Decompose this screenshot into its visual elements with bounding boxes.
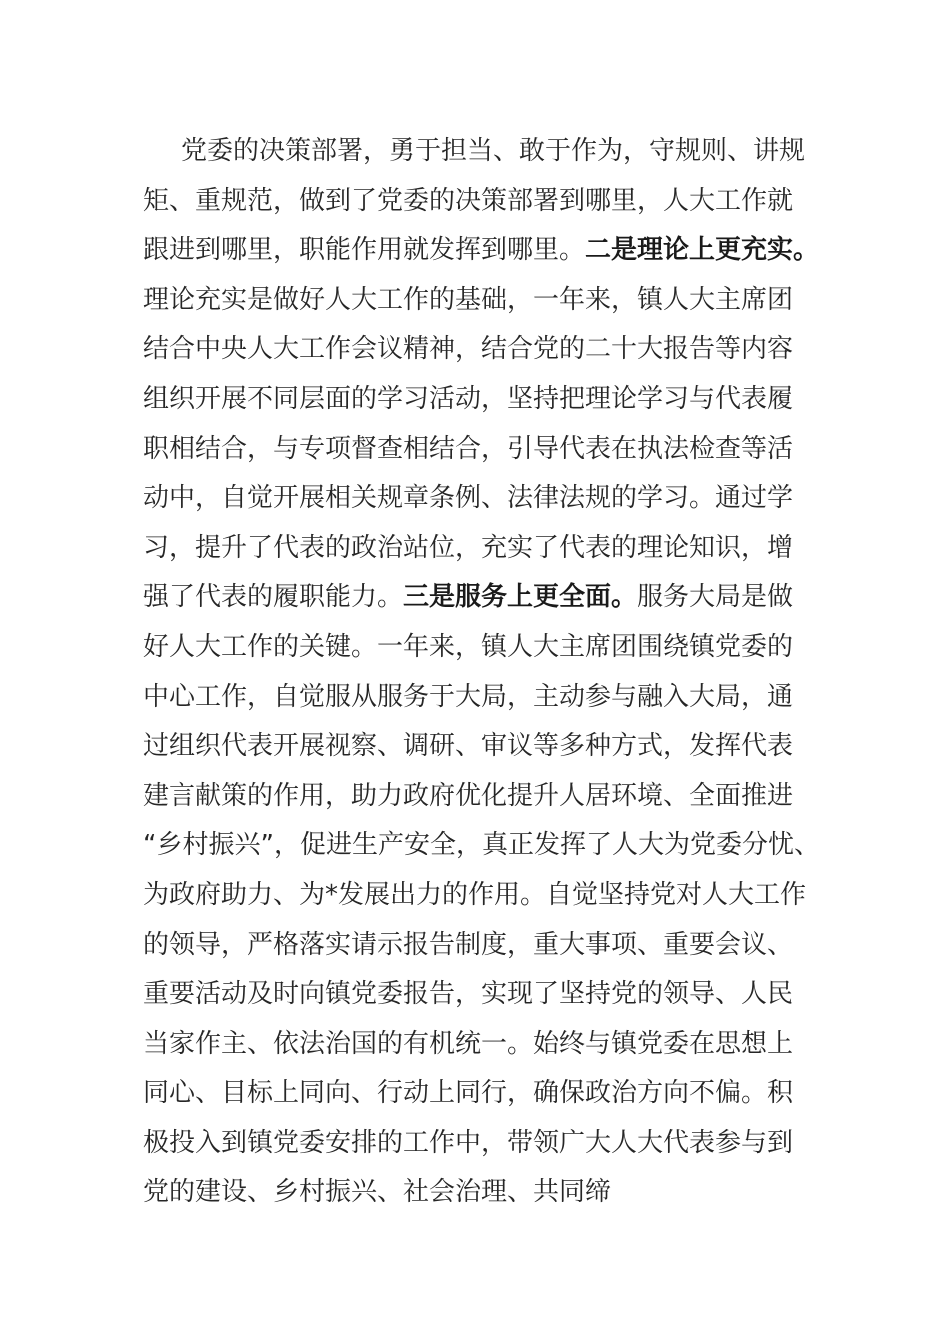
- text-run: 矩、重规范，做到了党委的决策部署到哪里，人大工作就: [143, 185, 794, 216]
- text-line-12: [143, 673, 823, 723]
- text-line-7: [143, 425, 823, 475]
- text-line-14: [143, 772, 823, 822]
- text-run: 党委的决策部署，勇于担当、敢于作为，守规则、讲规: [181, 136, 806, 166]
- text-run: 当家作主、依法治国的有机统一。始终与镇党委在思想上: [143, 1028, 794, 1059]
- text-run: 为政府助力、为*发展出力的作用。自觉坚持党对人大工作: [143, 879, 807, 910]
- text-run: 建言献策的作用，助力政府优化提升人居环境、全面推进: [143, 780, 794, 811]
- text-line-3: [143, 226, 823, 276]
- body-paragraph: [143, 127, 823, 1218]
- text-run: 跟进到哪里，职能作用就发挥到哪里。: [143, 235, 586, 266]
- text-run: 极投入到镇党委安排的工作中，带领广大人大代表参与到: [143, 1127, 794, 1158]
- text-line-1: [143, 127, 823, 177]
- text-line-18: [143, 970, 823, 1020]
- text-line-16: [143, 871, 823, 921]
- text-run: 的领导，严格落实请示报告制度，重大事项、重要会议、: [143, 929, 794, 960]
- text-run: 重要活动及时向镇党委报告，实现了坚持党的领导、人民: [143, 979, 794, 1010]
- text-line-19: [143, 1020, 823, 1070]
- text-run: 理论充实是做好人大工作的基础，一年来，镇人大主席团: [143, 284, 794, 315]
- text-line-17: [143, 921, 823, 971]
- text-run: 强了代表的履职能力。: [143, 582, 404, 613]
- text-run: “乡村振兴”，促进生产安全，真正发挥了人大为党委分忧、: [143, 830, 820, 861]
- text-line-13: [143, 722, 823, 772]
- text-line-15: [143, 821, 823, 871]
- text-run: 结合中央人大工作会议精神，结合党的二十大报告等内容: [143, 334, 794, 365]
- heading-theory: 二是理论上更充实。: [585, 235, 820, 266]
- text-run: 同心、目标上同向、行动上同行，确保政治方向不偏。积: [143, 1078, 794, 1109]
- text-line-10: [143, 573, 823, 623]
- text-line-4: [143, 276, 823, 326]
- text-line-20: [143, 1069, 823, 1119]
- text-run: 好人大工作的关键。一年来，镇人大主席团围绕镇党委的: [143, 631, 794, 662]
- text-run: 组织开展不同层面的学习活动，坚持把理论学习与代表履: [143, 383, 794, 414]
- text-run: 过组织代表开展视察、调研、审议等多种方式，发挥代表: [143, 731, 794, 762]
- text-line-8: [143, 474, 823, 524]
- text-line-9: [143, 524, 823, 574]
- text-line-6: [143, 375, 823, 425]
- text-run: 服务大局是做: [637, 582, 794, 613]
- text-line-21: [143, 1119, 823, 1169]
- text-run: 习，提升了代表的政治站位，充实了代表的理论知识，增: [143, 532, 794, 563]
- text-run: 动中，自觉开展相关规章条例、法律法规的学习。通过学: [143, 483, 794, 514]
- text-line-5: [143, 325, 823, 375]
- text-line-22: [143, 1168, 823, 1218]
- text-run: 党的建设、乡村振兴、社会治理、共同缔: [143, 1177, 612, 1208]
- text-line-2: [143, 177, 823, 227]
- text-run: 职相结合，与专项督查相结合，引导代表在执法检查等活: [143, 433, 794, 464]
- text-line-11: [143, 623, 823, 673]
- text-run: 中心工作，自觉服从服务于大局，主动参与融入大局，通: [143, 681, 794, 712]
- heading-service: 三是服务上更全面。: [403, 582, 638, 613]
